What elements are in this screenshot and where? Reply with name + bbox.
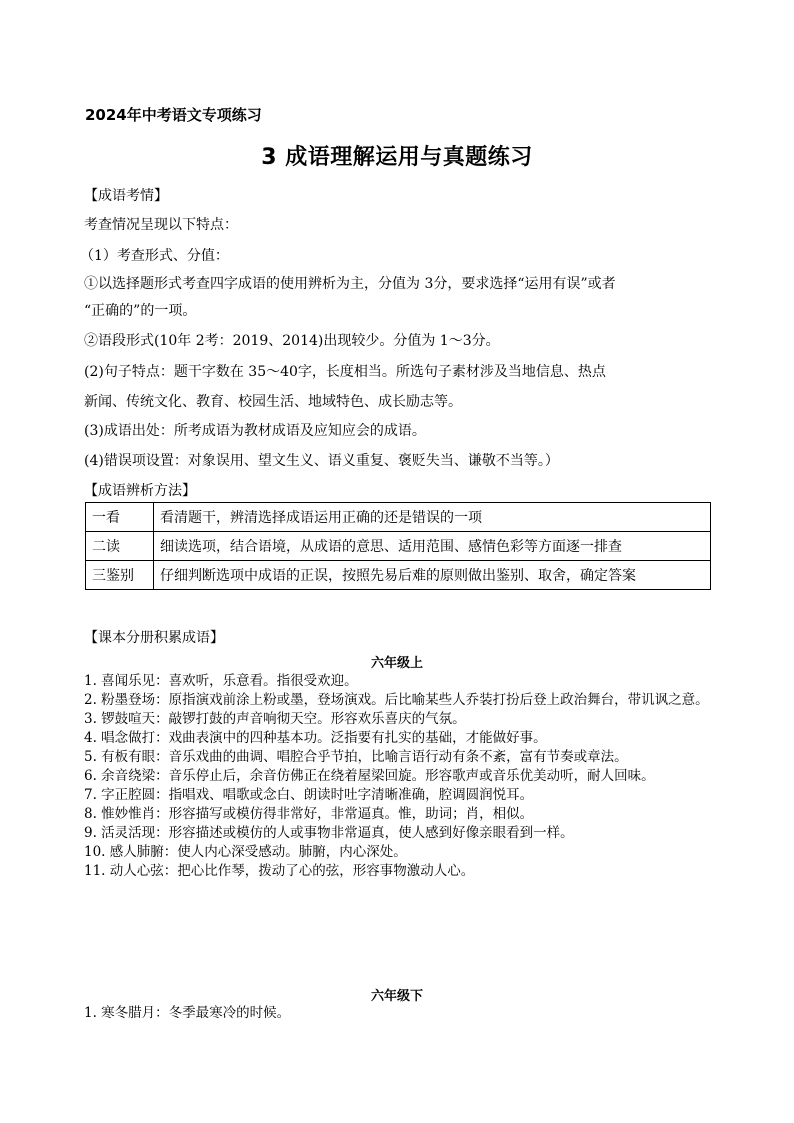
list-item: 6. 余音绕梁：音乐停止后，余音仿佛正在绕着屋梁回旋。形容歌声或音乐优美动听，耐人回味。 [84,768,655,784]
idiom-list-6b [84,1004,714,1023]
table-row [86,561,711,590]
list-item: 11. 动人心弦：把心比作琴，拨动了心的弦，形容事物激动人心。 [84,863,475,879]
method-table [85,502,711,590]
table-row [86,532,711,561]
section-heading-accumulate: 【课本分册积累成语】 [84,630,224,646]
kaoqing-item-5: (3)成语出处：所考成语为教材成语及应知应会的成语。 [84,423,426,439]
page-title: 3 成语理解运用与真题练习 [261,145,533,170]
method-step-label: 三鉴别 [86,561,154,590]
kaoqing-item-1: （1）考查形式、分值： [80,248,229,264]
method-step-text: 细读选项，结合语境，从成语的意思、适用范围、感情色彩等方面逐一排查 [154,532,711,561]
list-item: 9. 活灵活现：形容描述或模仿的人或事物非常逼真，使人感到好像亲眼看到一样。 [84,825,574,841]
idiom-list-6a [84,672,714,881]
kaoqing-item-4b: 新闻、传统文化、教育、校园生活、地域特色、成长励志等。 [84,394,462,410]
method-step-text: 看清题干，辨清选择成语运用正确的还是错误的一项 [154,503,711,532]
grade-title-6b: 六年级下 [370,989,423,1004]
list-item: 7. 字正腔圆：指唱戏、唱歌或念白、朗读时吐字清晰准确，腔调圆润悦耳。 [84,787,534,803]
list-item: 3. 锣鼓喧天：敲锣打鼓的声音响彻天空。形容欢乐喜庆的气氛。 [84,711,466,727]
document-header: 2024年中考语文专项练习 [85,106,262,124]
kaoqing-item-3: ②语段形式(10年 2考：2019、2014)出现较少。分值为 1～3分。 [84,333,500,349]
list-item: 8. 惟妙惟肖：形容描写或模仿得非常好，非常逼真。惟，助词；肖，相似。 [84,806,534,822]
method-step-text: 仔细判断选项中成语的正误，按照先易后难的原则做出鉴别、取舍，确定答案 [154,561,711,590]
method-step-label: 二读 [86,532,154,561]
grade-title-6a: 六年级上 [370,656,423,671]
list-item: 5. 有板有眼：音乐戏曲的曲调、唱腔合乎节拍，比喻言语行动有条不紊，富有节奏或章法。 [84,749,628,765]
section-heading-kaoqing: 【成语考情】 [84,188,168,204]
list-item: 10. 感人肺腑：使人内心深受感动。肺腑，内心深处。 [84,844,407,860]
section-heading-method: 【成语辨析方法】 [84,483,196,499]
list-item: 2. 粉墨登场：原指演戏前涂上粉或墨，登场演戏。后比喻某些人乔装打扮后登上政治舞台，带讥讽之意。 [84,692,709,708]
list-item: 1. 寒冬腊月：冬季最寒冷的时候。 [84,1005,291,1021]
kaoqing-item-2a: ①以选择题形式考查四字成语的使用辨析为主，分值为 3分，要求选择“运用有误”或者 [84,276,616,292]
kaoqing-item-4a: (2)句子特点：题干字数在 35～40字，长度相当。所选句子素材涉及当地信息、热点 [84,364,606,380]
table-row [86,503,711,532]
list-item: 4. 唱念做打：戏曲表演中的四种基本功。泛指要有扎实的基础，才能做好事。 [84,730,547,746]
kaoqing-item-2b: “正确的”的一项。 [84,303,197,319]
list-item: 1. 喜闻乐见：喜欢听，乐意看。指很受欢迎。 [84,673,358,689]
kaoqing-intro: 考查情况呈现以下特点： [84,217,238,233]
method-step-label: 一看 [86,503,154,532]
kaoqing-item-6: (4)错误项设置：对象误用、望文生义、语义重复、褒贬失当、谦敬不当等。） [84,453,559,469]
